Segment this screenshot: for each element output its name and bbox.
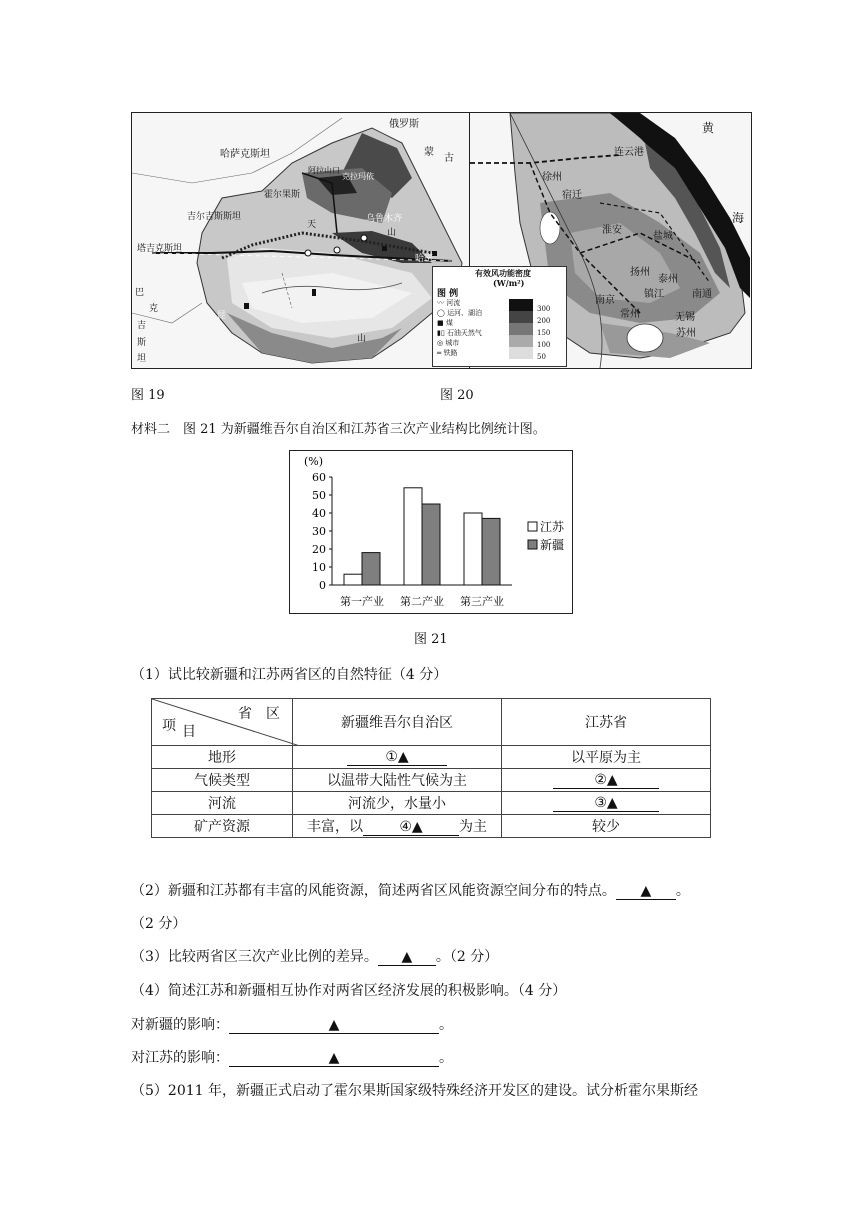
cell-text-pre: 丰富，以 xyxy=(307,819,363,835)
scale-label: 150 xyxy=(537,329,551,337)
city-icon: ◎ xyxy=(437,339,446,347)
label-russia: 俄罗斯 xyxy=(389,119,419,130)
legend-heading: 图 例 xyxy=(437,289,459,299)
legend-swatch xyxy=(528,540,537,549)
q4-xinjiang-line xyxy=(131,1014,453,1034)
q4-jiangsu-line xyxy=(131,1047,453,1067)
question-2 xyxy=(131,880,690,900)
label-taizhou: 泰州 xyxy=(658,274,678,285)
legend-item-label: 运河、湖泊 xyxy=(447,309,483,317)
q4-jiangsu-end: 。 xyxy=(439,1050,453,1066)
legend-item-oil-gas xyxy=(437,328,507,338)
label-nantong: 南通 xyxy=(692,289,712,300)
answer-blank-3[interactable]: ③▲ xyxy=(553,795,659,812)
label-tajikistan: 塔吉克斯坦 xyxy=(137,244,183,254)
bar-xinjiang xyxy=(482,518,500,585)
label-zhenjiang: 镇江 xyxy=(644,289,664,300)
xinjiang-map-graphic xyxy=(132,113,470,368)
legend-item-city xyxy=(437,338,507,348)
label-ke: 克 xyxy=(149,304,159,314)
header-xinjiang: 新疆维吾尔自治区 xyxy=(293,699,502,746)
answer-blank-4[interactable]: ④▲ xyxy=(363,819,459,836)
map-legend xyxy=(432,266,567,367)
legend-scale-labels xyxy=(537,303,550,363)
scale-swatch-200 xyxy=(509,311,533,323)
scale-label: 300 xyxy=(537,305,551,313)
label-pa: 巴 xyxy=(135,288,145,298)
corner-item-label-2: 目 xyxy=(182,724,196,740)
figure-21-chart xyxy=(289,450,573,614)
cell-jiangsu: 以平原为主 xyxy=(502,746,711,769)
legend-item-label: 铁路 xyxy=(443,349,458,357)
q4-xinjiang-label: 对新疆的影响： xyxy=(131,1017,229,1033)
answer-blank-1[interactable]: ①▲ xyxy=(347,749,447,766)
row-item: 河流 xyxy=(152,792,293,815)
question-2-end: 。 xyxy=(675,883,690,899)
y-axis-label: (%) xyxy=(304,455,324,468)
bar-chart-svg xyxy=(290,451,572,613)
label-wuxi: 无锡 xyxy=(675,312,695,323)
x-tick-label: 第一产业 xyxy=(340,595,384,608)
question-4: （4）简述江苏和新疆相互协作对两省区经济发展的积极影响。（4 分） xyxy=(131,983,567,999)
label-yancheng: 盐城 xyxy=(653,231,673,242)
label-sea: 海 xyxy=(732,211,745,225)
cell-jiangsu: 较少 xyxy=(502,815,711,838)
comparison-table-grid xyxy=(151,698,711,838)
question-3-text: （3）比较两省区三次产业比例的差异。 xyxy=(131,949,378,965)
table-row xyxy=(152,815,711,838)
label-xuzhou: 徐州 xyxy=(542,172,562,183)
legend-label: 江苏 xyxy=(540,520,565,534)
legend-item-label: 煤 xyxy=(445,319,453,327)
label-alashankou: 阿拉山口 xyxy=(308,166,340,175)
label-shan-2: 山 xyxy=(357,334,367,344)
row-item: 气候类型 xyxy=(152,769,293,792)
label-khorgos: 霍尔果斯 xyxy=(264,190,301,200)
legend-item-label: 石油天然气 xyxy=(446,329,482,337)
question-5: （5）2011 年，新疆正式启动了霍尔果斯国家级特殊经济开发区的建设。试分析霍尔果斯经 xyxy=(131,1083,698,1099)
bar-jiangsu xyxy=(464,513,482,585)
comparison-table xyxy=(151,698,711,838)
cell-xinjiang: 以温带大陆性气候为主 xyxy=(293,769,502,792)
x-tick-label: 第二产业 xyxy=(400,595,444,608)
label-tan: 坦 xyxy=(137,354,147,364)
label-nanjing: 南京 xyxy=(595,295,615,306)
table-row xyxy=(152,792,711,815)
question-1: （1）试比较新疆和江苏两省区的自然特征（4 分） xyxy=(131,667,448,683)
y-tick-label: 50 xyxy=(312,489,326,502)
figure-19-caption: 图 19 xyxy=(131,388,165,403)
label-si: 斯 xyxy=(137,338,147,348)
legend-item-coal xyxy=(437,318,507,328)
label-urumqi: 乌鲁木齐 xyxy=(366,214,403,224)
scale-swatch-50 xyxy=(509,347,533,359)
bar-xinjiang xyxy=(422,504,440,585)
chart-bars xyxy=(344,488,500,585)
table-row xyxy=(152,746,711,769)
question-2-score: （2 分） xyxy=(131,916,187,932)
legend-item-label: 河流 xyxy=(446,299,461,307)
table-corner-cell xyxy=(152,699,293,746)
legend-item-canal-lake xyxy=(437,308,507,318)
label-lianyungang: 连云港 xyxy=(614,147,644,158)
scale-label: 50 xyxy=(537,353,546,361)
label-suqian: 宿迁 xyxy=(562,190,582,201)
cell-text-post: 为主 xyxy=(459,819,487,835)
label-shan: 山 xyxy=(387,228,397,238)
q4-xinjiang-end: 。 xyxy=(439,1017,453,1033)
cell-jiangsu xyxy=(502,792,711,815)
cell-xinjiang xyxy=(293,815,502,838)
coal-icon: ■ xyxy=(437,319,446,327)
figure-20-caption: 图 20 xyxy=(440,388,474,403)
y-tick-label: 0 xyxy=(319,579,326,592)
scale-label: 200 xyxy=(537,317,551,325)
legend-items xyxy=(437,298,507,358)
y-tick-label: 10 xyxy=(312,561,326,574)
corner-item-label: 项 xyxy=(162,718,176,734)
cell-jiangsu xyxy=(502,769,711,792)
question-2-text: （2）新疆和江苏都有丰富的风能资源，简述两省区风能资源空间分布的特点。 xyxy=(131,883,616,899)
row-item: 地形 xyxy=(152,746,293,769)
q4-jiangsu-label: 对江苏的影响： xyxy=(131,1050,229,1066)
label-yellow: 黄 xyxy=(702,121,715,135)
label-tian: 天 xyxy=(307,220,317,230)
figure-21-caption: 图 21 xyxy=(414,632,448,647)
corner-province-label: 省 区 xyxy=(238,706,280,722)
material-2-text: 材料二 图 21 为新疆维吾尔自治区和江苏省三次产业结构比例统计图。 xyxy=(131,422,546,437)
label-suzhou: 苏州 xyxy=(676,328,696,339)
question-3 xyxy=(131,946,498,966)
river-icon: 〰 xyxy=(437,299,447,307)
legend-item-railway xyxy=(437,348,507,358)
label-kazakhstan: 哈萨克斯坦 xyxy=(220,149,270,160)
legend-item-river xyxy=(437,298,507,308)
answer-blank-q2[interactable]: ▲ xyxy=(616,883,676,900)
y-tick-label: 40 xyxy=(312,507,326,520)
answer-blank-2[interactable]: ②▲ xyxy=(553,772,659,789)
label-changzhou: 常州 xyxy=(620,309,640,320)
label-mongolia-2: 古 xyxy=(444,153,454,164)
cell-xinjiang: 河流少，水量小 xyxy=(293,792,502,815)
label-kyrgyzstan: 吉尔吉斯斯坦 xyxy=(187,212,242,222)
label-yangzhou: 扬州 xyxy=(630,267,650,278)
label-kunlun: 昆 xyxy=(217,311,227,321)
figure-19-map xyxy=(131,112,471,369)
lake-icon: ◯ xyxy=(437,309,448,317)
legend-item-label: 城市 xyxy=(445,339,460,347)
legend-scale xyxy=(509,299,533,359)
x-tick-label: 第三产业 xyxy=(460,595,504,608)
legend-unit: (W/m²) xyxy=(493,278,525,288)
table-header-row xyxy=(152,699,711,746)
oil-gas-icon: ▮▯ xyxy=(437,329,447,337)
header-jiangsu: 江苏省 xyxy=(502,699,711,746)
railway-icon: ═ xyxy=(437,349,444,357)
bar-jiangsu xyxy=(404,488,422,585)
answer-blank-q3[interactable]: ▲ xyxy=(378,949,436,966)
label-mongolia-1: 蒙 xyxy=(424,147,434,158)
y-tick-label: 20 xyxy=(312,543,326,556)
label-ji: 吉 xyxy=(137,321,147,331)
table-row xyxy=(152,769,711,792)
answer-blank-q4-jiangsu[interactable]: ▲ xyxy=(229,1050,439,1067)
row-item: 矿产资源 xyxy=(152,815,293,838)
scale-swatch-150 xyxy=(509,323,533,335)
legend-title: 有效风功能密度 xyxy=(475,268,531,278)
label-huaian: 淮安 xyxy=(602,225,622,236)
scale-label: 100 xyxy=(537,341,551,349)
answer-blank-q4-xinjiang[interactable]: ▲ xyxy=(229,1017,439,1034)
legend-swatch xyxy=(528,522,537,531)
chart-legend xyxy=(528,520,565,552)
scale-swatch-300 xyxy=(509,299,533,311)
question-3-end: 。（2 分） xyxy=(435,949,499,965)
y-tick-label: 30 xyxy=(312,525,326,538)
scale-swatch-100 xyxy=(509,335,533,347)
cell-xinjiang xyxy=(293,746,502,769)
bar-jiangsu xyxy=(344,574,362,585)
label-hami: 哈密 xyxy=(415,254,434,264)
legend-label: 新疆 xyxy=(540,538,565,552)
bar-xinjiang xyxy=(362,553,380,585)
y-tick-label: 60 xyxy=(312,471,326,484)
label-karamay: 克拉玛依 xyxy=(342,172,374,181)
